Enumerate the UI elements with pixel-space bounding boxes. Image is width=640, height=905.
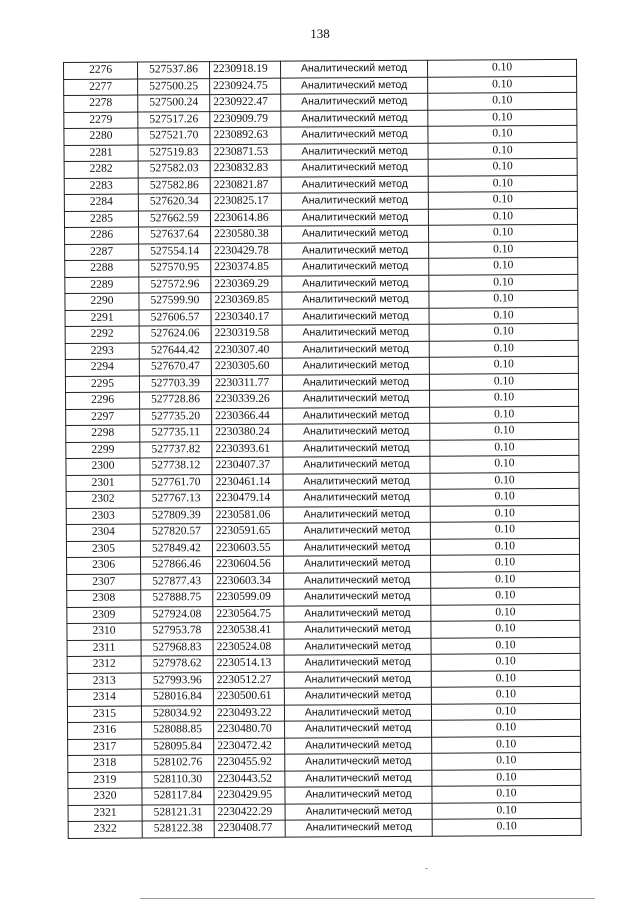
y-coordinate-cell: 2230340.17 xyxy=(211,309,282,326)
point-number-cell: 2320 xyxy=(68,788,142,805)
y-coordinate-cell: 2230614.86 xyxy=(210,210,281,227)
y-coordinate-cell: 2230472.42 xyxy=(214,738,285,755)
point-number-cell: 2292 xyxy=(65,326,139,343)
point-number-cell: 2305 xyxy=(66,541,140,558)
point-number-cell: 2296 xyxy=(66,392,140,409)
method-cell: Аналитический метод xyxy=(284,671,431,688)
x-coordinate-cell: 527662.59 xyxy=(138,210,210,227)
y-coordinate-cell: 2230909.79 xyxy=(210,111,281,128)
point-number-cell: 2300 xyxy=(66,458,140,475)
y-coordinate-cell: 2230922.47 xyxy=(210,94,281,111)
y-coordinate-cell: 2230307.40 xyxy=(211,342,282,359)
error-cell: 0.10 xyxy=(428,125,577,142)
x-coordinate-cell: 527738.12 xyxy=(140,458,212,475)
x-coordinate-cell: 527877.43 xyxy=(141,573,213,590)
point-number-cell: 2322 xyxy=(68,821,142,838)
y-coordinate-cell: 2230924.75 xyxy=(210,78,281,95)
point-number-cell: 2281 xyxy=(64,145,138,162)
method-cell: Аналитический метод xyxy=(285,770,432,787)
method-cell: Аналитический метод xyxy=(281,209,428,226)
y-coordinate-cell: 2230305.60 xyxy=(211,358,282,375)
x-coordinate-cell: 527849.42 xyxy=(140,540,212,557)
point-number-cell: 2295 xyxy=(65,376,139,393)
y-coordinate-cell: 2230408.77 xyxy=(214,820,285,837)
method-cell: Аналитический метод xyxy=(282,225,429,242)
error-cell: 0.10 xyxy=(431,554,580,571)
point-number-cell: 2317 xyxy=(68,739,142,756)
point-number-cell: 2288 xyxy=(65,260,139,277)
y-coordinate-cell: 2230500.61 xyxy=(213,688,284,705)
x-coordinate-cell: 528110.30 xyxy=(142,771,214,788)
method-cell: Аналитический метод xyxy=(284,621,431,638)
y-coordinate-cell: 2230603.34 xyxy=(213,573,284,590)
point-number-cell: 2297 xyxy=(66,409,140,426)
point-number-cell: 2285 xyxy=(64,211,138,228)
x-coordinate-cell: 527599.90 xyxy=(139,293,211,310)
method-cell: Аналитический метод xyxy=(284,588,431,605)
method-cell: Аналитический метод xyxy=(283,522,430,539)
error-cell: 0.10 xyxy=(429,241,578,258)
x-coordinate-cell: 527554.14 xyxy=(139,243,211,260)
page-number: 138 xyxy=(310,26,330,41)
y-coordinate-cell: 2230429.78 xyxy=(211,243,282,260)
x-coordinate-cell: 527620.34 xyxy=(138,194,210,211)
point-number-cell: 2303 xyxy=(66,508,140,525)
point-number-cell: 2286 xyxy=(65,227,139,244)
method-cell: Аналитический метод xyxy=(284,572,431,589)
y-coordinate-cell: 2230564.75 xyxy=(213,606,284,623)
error-cell: 0.10 xyxy=(432,769,581,786)
error-cell: 0.10 xyxy=(428,208,577,225)
coordinates-table-body xyxy=(64,59,582,838)
x-coordinate-cell: 527953.78 xyxy=(141,623,213,640)
y-coordinate-cell: 2230339.26 xyxy=(212,391,283,408)
method-cell: Аналитический метод xyxy=(284,687,431,704)
y-coordinate-cell: 2230581.06 xyxy=(212,507,283,524)
error-cell: 0.10 xyxy=(430,488,579,505)
error-cell: 0.10 xyxy=(431,686,580,703)
x-coordinate-cell: 528121.31 xyxy=(142,804,214,821)
point-number-cell: 2289 xyxy=(65,277,139,294)
y-coordinate-cell: 2230380.24 xyxy=(212,424,283,441)
y-coordinate-cell: 2230580.38 xyxy=(211,226,282,243)
method-cell: Аналитический метод xyxy=(283,440,430,457)
y-coordinate-cell: 2230366.44 xyxy=(212,408,283,425)
error-cell: 0.10 xyxy=(428,142,577,159)
x-coordinate-cell: 527521.70 xyxy=(138,128,210,145)
error-cell: 0.10 xyxy=(430,422,579,439)
method-cell: Аналитический метод xyxy=(285,737,432,754)
point-number-cell: 2278 xyxy=(64,95,138,112)
method-cell: Аналитический метод xyxy=(282,242,429,259)
error-cell: 0.10 xyxy=(430,505,579,522)
point-number-cell: 2321 xyxy=(68,805,142,822)
error-cell: 0.10 xyxy=(429,340,578,357)
method-cell: Аналитический метод xyxy=(285,819,432,836)
y-coordinate-cell: 2230604.56 xyxy=(213,556,284,573)
error-cell: 0.10 xyxy=(431,670,580,687)
point-number-cell: 2301 xyxy=(66,475,140,492)
error-cell: 0.10 xyxy=(432,802,581,819)
y-coordinate-cell: 2230918.19 xyxy=(210,61,281,78)
x-coordinate-cell: 527924.08 xyxy=(141,606,213,623)
x-coordinate-cell: 527500.25 xyxy=(138,78,210,95)
y-coordinate-cell: 2230461.14 xyxy=(212,474,283,491)
y-coordinate-cell: 2230892.63 xyxy=(210,127,281,144)
method-cell: Аналитический метод xyxy=(281,159,428,176)
error-cell: 0.10 xyxy=(431,587,580,604)
x-coordinate-cell: 527767.13 xyxy=(140,491,212,508)
error-cell: 0.10 xyxy=(429,307,578,324)
error-cell: 0.10 xyxy=(431,620,580,637)
x-coordinate-cell: 527606.57 xyxy=(139,309,211,326)
x-coordinate-cell: 528095.84 xyxy=(142,738,214,755)
y-coordinate-cell: 2230591.65 xyxy=(212,523,283,540)
error-cell: 0.10 xyxy=(432,752,581,769)
error-cell: 0.10 xyxy=(430,439,579,456)
point-number-cell: 2306 xyxy=(67,557,141,574)
method-cell: Аналитический метод xyxy=(282,308,429,325)
point-number-cell: 2310 xyxy=(67,623,141,640)
point-number-cell: 2291 xyxy=(65,310,139,327)
x-coordinate-cell: 527637.64 xyxy=(139,227,211,244)
x-coordinate-cell: 527735.20 xyxy=(140,408,212,425)
method-cell: Аналитический метод xyxy=(283,506,430,523)
y-coordinate-cell: 2230480.70 xyxy=(214,721,285,738)
y-coordinate-cell: 2230603.55 xyxy=(212,540,283,557)
method-cell: Аналитический метод xyxy=(281,143,428,160)
method-cell: Аналитический метод xyxy=(283,407,430,424)
method-cell: Аналитический метод xyxy=(282,258,429,275)
y-coordinate-cell: 2230538.41 xyxy=(213,622,284,639)
coordinates-table-wrapper xyxy=(63,62,577,839)
x-coordinate-cell: 527866.46 xyxy=(141,557,213,574)
y-coordinate-cell: 2230455.92 xyxy=(214,754,285,771)
method-cell: Аналитический метод xyxy=(281,93,428,110)
point-number-cell: 2304 xyxy=(66,524,140,541)
error-cell: 0.10 xyxy=(431,571,580,588)
method-cell: Аналитический метод xyxy=(284,704,431,721)
method-cell: Аналитический метод xyxy=(282,374,429,391)
point-number-cell: 2280 xyxy=(64,128,138,145)
x-coordinate-cell: 527582.03 xyxy=(138,161,210,178)
error-cell: 0.10 xyxy=(427,59,576,76)
x-coordinate-cell: 528088.85 xyxy=(142,722,214,739)
method-cell: Аналитический метод xyxy=(285,753,432,770)
x-coordinate-cell: 527572.96 xyxy=(139,276,211,293)
x-coordinate-cell: 527820.57 xyxy=(140,524,212,541)
point-number-cell: 2313 xyxy=(67,673,141,690)
x-coordinate-cell: 527703.39 xyxy=(139,375,211,392)
x-coordinate-cell: 527978.62 xyxy=(141,656,213,673)
y-coordinate-cell: 2230422.29 xyxy=(214,804,285,821)
error-cell: 0.10 xyxy=(429,224,578,241)
method-cell: Аналитический метод xyxy=(283,539,430,556)
point-number-cell: 2276 xyxy=(64,62,138,79)
y-coordinate-cell: 2230493.22 xyxy=(213,705,284,722)
method-cell: Аналитический метод xyxy=(284,654,431,671)
error-cell: 0.10 xyxy=(429,274,578,291)
y-coordinate-cell: 2230832.83 xyxy=(210,160,281,177)
error-cell: 0.10 xyxy=(432,785,581,802)
point-number-cell: 2279 xyxy=(64,112,138,129)
error-cell: 0.10 xyxy=(428,109,577,126)
x-coordinate-cell: 527570.95 xyxy=(139,260,211,277)
error-cell: 0.10 xyxy=(429,323,578,340)
y-coordinate-cell: 2230319.58 xyxy=(211,325,282,342)
y-coordinate-cell: 2230311.77 xyxy=(211,375,282,392)
point-number-cell: 2319 xyxy=(68,772,142,789)
method-cell: Аналитический метод xyxy=(283,489,430,506)
x-coordinate-cell: 527728.86 xyxy=(140,392,212,409)
y-coordinate-cell: 2230374.85 xyxy=(211,259,282,276)
error-cell: 0.10 xyxy=(428,92,577,109)
method-cell: Аналитический метод xyxy=(283,456,430,473)
x-coordinate-cell: 527624.06 xyxy=(139,326,211,343)
error-cell: 0.10 xyxy=(431,604,580,621)
method-cell: Аналитический метод xyxy=(281,176,428,193)
point-number-cell: 2299 xyxy=(66,442,140,459)
method-cell: Аналитический метод xyxy=(283,423,430,440)
point-number-cell: 2315 xyxy=(67,706,141,723)
y-coordinate-cell: 2230429.95 xyxy=(214,787,285,804)
error-cell: 0.10 xyxy=(428,158,577,175)
y-coordinate-cell: 2230821.87 xyxy=(210,177,281,194)
y-coordinate-cell: 2230369.29 xyxy=(211,276,282,293)
y-coordinate-cell: 2230407.37 xyxy=(212,457,283,474)
method-cell: Аналитический метод xyxy=(282,324,429,341)
x-coordinate-cell: 528117.84 xyxy=(142,788,214,805)
point-number-cell: 2318 xyxy=(68,755,142,772)
error-cell: 0.10 xyxy=(429,290,578,307)
error-cell: 0.10 xyxy=(428,191,577,208)
y-coordinate-cell: 2230393.61 xyxy=(212,441,283,458)
x-coordinate-cell: 528016.84 xyxy=(141,689,213,706)
error-cell: 0.10 xyxy=(431,653,580,670)
method-cell: Аналитический метод xyxy=(282,357,429,374)
x-coordinate-cell: 527761.70 xyxy=(140,474,212,491)
point-number-cell: 2307 xyxy=(67,574,141,591)
x-coordinate-cell: 527500.24 xyxy=(138,95,210,112)
y-coordinate-cell: 2230369.85 xyxy=(211,292,282,309)
point-number-cell: 2287 xyxy=(65,244,139,261)
method-cell: Аналитический метод xyxy=(283,473,430,490)
method-cell: Аналитический метод xyxy=(280,60,427,77)
x-coordinate-cell: 527517.26 xyxy=(138,111,210,128)
point-number-cell: 2298 xyxy=(66,425,140,442)
table-row xyxy=(68,818,581,838)
x-coordinate-cell: 527735.11 xyxy=(140,425,212,442)
error-cell: 0.10 xyxy=(430,455,579,472)
method-cell: Аналитический метод xyxy=(281,77,428,94)
method-cell: Аналитический метод xyxy=(282,275,429,292)
x-coordinate-cell: 527519.83 xyxy=(138,144,210,161)
x-coordinate-cell: 527582.86 xyxy=(138,177,210,194)
error-cell: 0.10 xyxy=(432,818,581,835)
point-number-cell: 2302 xyxy=(66,491,140,508)
y-coordinate-cell: 2230524.08 xyxy=(213,639,284,656)
x-coordinate-cell: 527670.47 xyxy=(139,359,211,376)
error-cell: 0.10 xyxy=(430,538,579,555)
method-cell: Аналитический метод xyxy=(284,638,431,655)
coordinates-table xyxy=(63,59,582,839)
error-cell: 0.10 xyxy=(431,637,580,654)
y-coordinate-cell: 2230443.52 xyxy=(214,771,285,788)
error-cell: 0.10 xyxy=(432,736,581,753)
point-number-cell: 2309 xyxy=(67,607,141,624)
x-coordinate-cell: 527993.96 xyxy=(141,672,213,689)
method-cell: Аналитический метод xyxy=(281,192,428,209)
x-coordinate-cell: 528102.76 xyxy=(142,755,214,772)
error-cell: 0.10 xyxy=(429,373,578,390)
point-number-cell: 2314 xyxy=(67,689,141,706)
method-cell: Аналитический метод xyxy=(282,291,429,308)
error-cell: 0.10 xyxy=(430,389,579,406)
point-number-cell: 2316 xyxy=(68,722,142,739)
x-coordinate-cell: 527737.82 xyxy=(140,441,212,458)
error-cell: 0.10 xyxy=(432,719,581,736)
point-number-cell: 2311 xyxy=(67,640,141,657)
method-cell: Аналитический метод xyxy=(282,341,429,358)
error-cell: 0.10 xyxy=(429,257,578,274)
error-cell: 0.10 xyxy=(431,703,580,720)
error-cell: 0.10 xyxy=(430,406,579,423)
x-coordinate-cell: 527537.86 xyxy=(138,62,210,79)
y-coordinate-cell: 2230871.53 xyxy=(210,144,281,161)
method-cell: Аналитический метод xyxy=(281,110,428,127)
point-number-cell: 2284 xyxy=(64,194,138,211)
point-number-cell: 2312 xyxy=(67,656,141,673)
method-cell: Аналитический метод xyxy=(281,126,428,143)
method-cell: Аналитический метод xyxy=(283,390,430,407)
method-cell: Аналитический метод xyxy=(285,786,432,803)
scan-edge-line xyxy=(140,898,595,899)
point-number-cell: 2308 xyxy=(67,590,141,607)
x-coordinate-cell: 528034.92 xyxy=(141,705,213,722)
y-coordinate-cell: 2230599.09 xyxy=(213,589,284,606)
point-number-cell: 2290 xyxy=(65,293,139,310)
point-number-cell: 2283 xyxy=(64,178,138,195)
method-cell: Аналитический метод xyxy=(284,555,431,572)
error-cell: 0.10 xyxy=(429,356,578,373)
x-coordinate-cell: 527968.83 xyxy=(141,639,213,656)
error-cell: 0.10 xyxy=(430,472,579,489)
y-coordinate-cell: 2230825.17 xyxy=(210,193,281,210)
point-number-cell: 2277 xyxy=(64,79,138,96)
point-number-cell: 2282 xyxy=(64,161,138,178)
method-cell: Аналитический метод xyxy=(284,605,431,622)
point-number-cell: 2294 xyxy=(65,359,139,376)
x-coordinate-cell: 527809.39 xyxy=(140,507,212,524)
y-coordinate-cell: 2230479.14 xyxy=(212,490,283,507)
error-cell: 0.10 xyxy=(430,521,579,538)
error-cell: 0.10 xyxy=(428,175,577,192)
y-coordinate-cell: 2230514.13 xyxy=(213,655,284,672)
scan-artifact xyxy=(425,868,428,869)
point-number-cell: 2293 xyxy=(65,343,139,360)
x-coordinate-cell: 527644.42 xyxy=(139,342,211,359)
error-cell: 0.10 xyxy=(428,76,577,93)
method-cell: Аналитический метод xyxy=(285,803,432,820)
x-coordinate-cell: 528122.38 xyxy=(142,821,214,838)
x-coordinate-cell: 527888.75 xyxy=(141,590,213,607)
y-coordinate-cell: 2230512.27 xyxy=(213,672,284,689)
method-cell: Аналитический метод xyxy=(285,720,432,737)
